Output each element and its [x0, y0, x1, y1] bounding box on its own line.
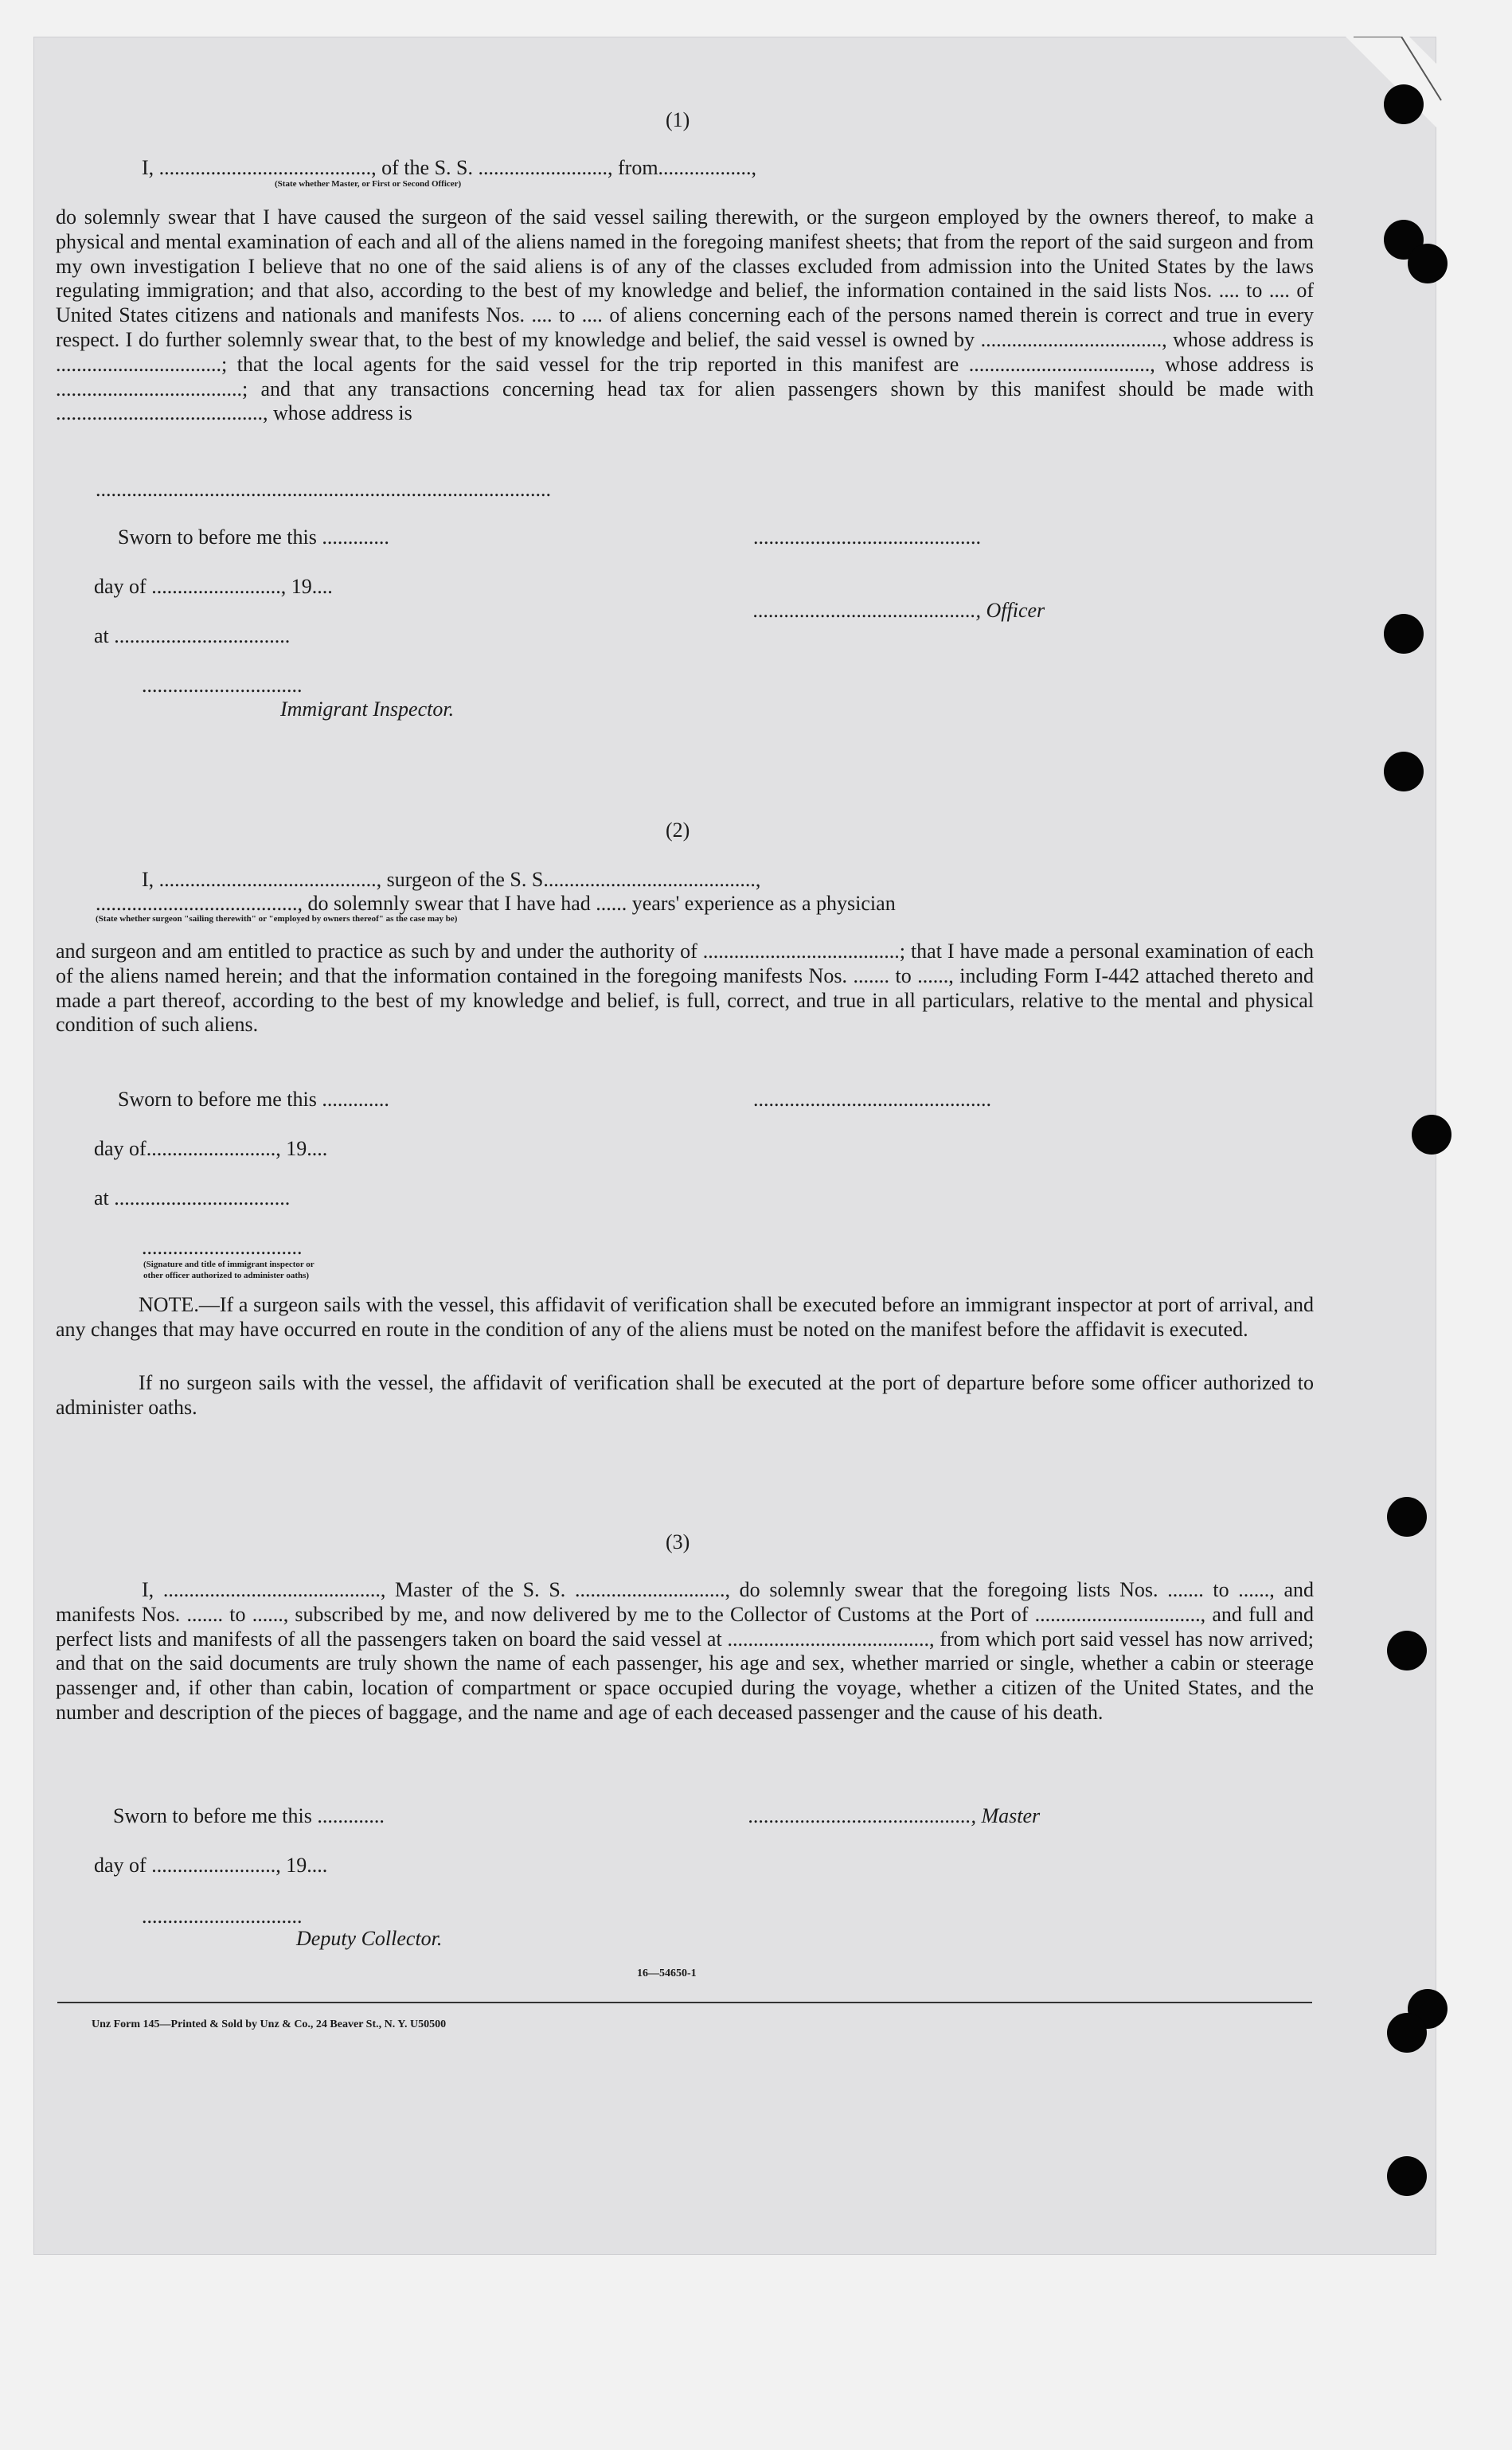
section-1-inspector-label: Immigrant Inspector. — [280, 697, 455, 721]
section-1-at-line: at .................................. — [94, 624, 291, 647]
section-1-sworn-line: Sworn to before me this ............. — [118, 526, 389, 549]
section-3-number: (3) — [666, 1530, 690, 1553]
footer-rule — [57, 2002, 1312, 2003]
section-1-number: (1) — [666, 108, 690, 131]
section-1-officer-line: ..........................................., Officer — [753, 599, 1045, 622]
punch-hole — [1387, 2013, 1427, 2053]
section-1-oath-line: I, ........................................., of the S. S. ........................., from.................., — [142, 156, 757, 179]
punch-hole — [1408, 244, 1448, 283]
printer-imprint: Unz Form 145—Printed & Sold by Unz & Co., 24 Beaver St., N. Y. U50500 — [92, 2018, 447, 2030]
section-2-oath-text: and surgeon and am entitled to practice as such by and under the authority of ......................................; that I have made a personal examination of each of the aliens named herein; and that the information contained in the foregoing manifests Nos. ....... to ......, including Form I-442 attached thereto and made a part thereof, according to the best of my knowledge and belief, is full, correct, and true in all particulars, relative to the mental and physical condition of such aliens. — [56, 940, 1314, 1037]
form-code: 16—54650-1 — [637, 1967, 697, 1979]
section-3-sworn-line: Sworn to before me this ............. — [113, 1804, 385, 1827]
section-2-oath-line: I, .........................................., surgeon of the S. S........................................., — [142, 868, 761, 891]
section-2-number: (2) — [666, 819, 690, 842]
section-2-experience-line: ......................................., do solemnly swear that I have had ...... years' experience as a physician — [96, 892, 896, 915]
punch-hole — [1412, 1115, 1451, 1155]
section-1-oath-text: do solemnly swear that I have caused the surgeon of the said vessel sailing therewith, or the surgeon employed by the owners thereof, to make a physical and mental examination of each and all of the aliens named in the foregoing manifest sheets; that from the report of the said surgeon and from my own investigation I believe that no one of the said aliens is of any of the classes excluded from admission into the United States by the laws regulating immigration; and that also, according to the best of my knowledge and belief, the information contained in the said lists Nos. .... to .... of United States citizens and nationals and manifests Nos. .... to .... of aliens concerning each of the persons named therein is correct and true in every respect. I do further solemnly swear that, to the best of my knowledge and belief, the said vessel is owned by ..................................., whose address is ................................; that the local agents for the said vessel for the trip reported in this manifest are ..................................., whose address is ....................................; and that any transactions concerning head tax for alien passengers shown by this manifest should be made with ........................................, whose address is — [56, 205, 1314, 425]
section-2-note-paragraph: If no surgeon sails with the vessel, the affidavit of verification shall be executed at the port of departure before some officer authorized to administer oaths. — [56, 1371, 1314, 1419]
section-2-note-paragraph: NOTE.—If a surgeon sails with the vessel, this affidavit of verification shall be executed before an immigrant inspector at port of arrival, and any changes that may have occurred en route in the condition of any of the aliens must be noted on the manifest before the affidavit is executed. — [56, 1293, 1314, 1341]
section-3-collector-line: ............................... — [142, 1905, 303, 1928]
punch-hole — [1387, 1497, 1427, 1537]
punch-hole — [1387, 2156, 1427, 2196]
punch-hole — [1387, 1631, 1427, 1670]
section-1-rank-note: (State whether Master, or First or Second Officer) — [275, 179, 462, 189]
section-3-collector-label: Deputy Collector. — [296, 1927, 443, 1950]
section-3-oath-text: I, .........................................., Master of the S. S. ............................., do solemnly swear that the foregoing lists Nos. ....... to ......, and manifests Nos. ....... to ......, subscribed by me, and now delivered by me to the Collector of Customs at the Port of ................................, and full and perfect lists and manifests of all the passengers taken on board the said vessel at ......................................., from which port said vessel has now arrived; and that on the said documents are truly shown the name of each passenger, his age and sex, whether married or single, whether a cabin or steerage passenger and, if other than cabin, location of compartment or space occupied during the voyage, whether a citizen of the United States, and the number and description of the pieces of baggage, and the name and age of each deceased passenger and the cause of his death. — [56, 1578, 1314, 1724]
section-2-at-line: at .................................. — [94, 1186, 291, 1209]
section-2-day-line: day of........................., 19.... — [94, 1137, 328, 1160]
section-1-inspector-line: ............................... — [142, 674, 303, 697]
section-2-signature-line: .............................................. — [753, 1088, 991, 1111]
section-3-master-line: ..........................................., Master — [748, 1804, 1041, 1827]
section-2-sworn-line: Sworn to before me this ............. — [118, 1088, 389, 1111]
section-2-inspector-line: ............................... — [142, 1236, 303, 1259]
punch-hole — [1384, 614, 1424, 654]
section-2-inspector-note: other officer authorized to administer oaths) — [143, 1271, 310, 1280]
section-2-inspector-note: (Signature and title of immigrant inspector or — [143, 1260, 315, 1269]
section-1-trailing-dots: ........................................................................................ — [96, 478, 551, 501]
section-1-day-line: day of ........................., 19.... — [94, 575, 333, 598]
punch-hole — [1384, 752, 1424, 791]
section-1-signature-line: ............................................ — [753, 526, 981, 549]
punch-hole — [1384, 84, 1424, 124]
section-3-day-line: day of ........................, 19.... — [94, 1854, 328, 1877]
section-2-surgeon-note: (State whether surgeon "sailing therewith" or "employed by owners thereof" as the case may be) — [96, 914, 458, 924]
